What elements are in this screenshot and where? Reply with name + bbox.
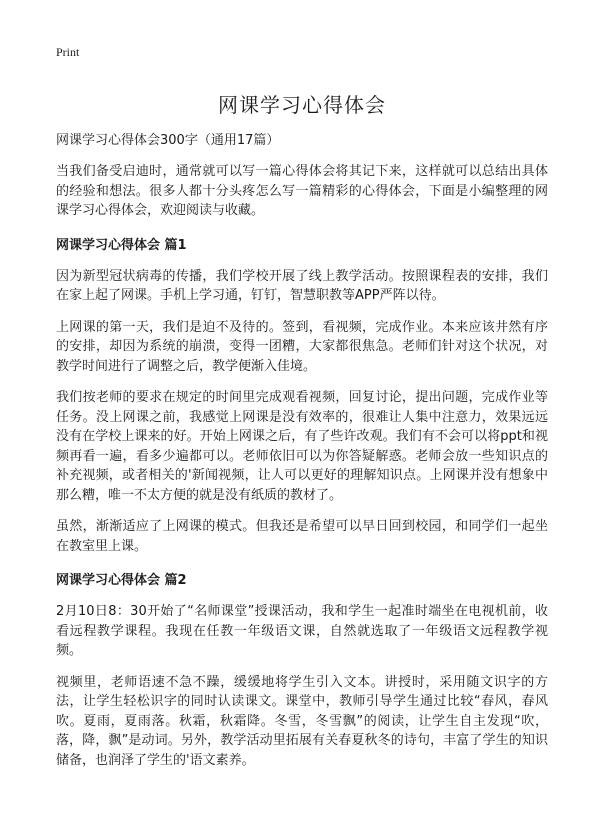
paragraph: 虽然，渐渐适应了上网课的模式。但我还是希望可以早日回到校园，和同学们一起坐在教室里上课。: [56, 519, 548, 554]
paragraph: 视频里，老师语速不急不躁，缓缓地将学生引入文本。讲授时，采用随文识字的方法，让学生轻松识字的同时认读课文。课堂中，教师引导学生通过比较“春风，春风吹。夏雨，夏雨落。秋霜，秋霜降。冬雪，冬雪飘”的阅读，让学生自主发现“吹，落，降，飘”是动词。另外，教学活动里拓展有关春夏秋冬的诗句，丰富了学生的知识储备，也润泽了学生的'语文素养。: [56, 674, 548, 768]
page-title: 网课学习心得体会: [218, 93, 386, 117]
section-heading-2: 网课学习心得体会 篇2: [56, 573, 187, 588]
paragraph: 2月10日8：30开始了“名师课堂”授课活动，我和学生一起准时端坐在电视机前，收看远程教学课程。我现在任教一年级语文课，自然就选取了一年级语文远程教学视频。: [56, 604, 548, 658]
section-heading-1: 网课学习心得体会 篇1: [56, 237, 187, 253]
paragraph: 我们按老师的要求在规定的时间里完成观看视频，回复讨论，提出问题，完成作业等任务。没上网课之前，我感觉上网课是没有效率的，很难让人集中注意力，效果远远没有在学校上课来的好。开始上网课之后，有了些许改观。我们有不会可以将ppt和视频再看一遍，看多少遍都可以。老师依旧可以为你答疑解惑。老师会放一些知识点的补充视频，或者相关的'新闻视频，让人可以更好的理解知识点。上网课并没有想象中那么糟，唯一不太方便的就是没有纸质的教材了。: [56, 390, 548, 503]
subtitle: 网课学习心得体会300字（通用17篇）: [56, 133, 280, 148]
paragraph: 上网课的第一天，我们是迫不及待的。签到，看视频，完成作业。本来应该井然有序的安排，却因为系统的崩溃，变得一团糟，大家都很焦急。老师们针对这个状况，对教学时间进行了调整之后，教学便渐入佳境。: [56, 319, 548, 374]
paragraph: 因为新型冠状病毒的传播，我们学校开展了线上教学活动。按照课程表的安排，我们在家上起了网课。手机上学习通，钉钉，智慧职教等APP严阵以待。: [56, 268, 548, 303]
print-link[interactable]: Print: [56, 45, 80, 59]
intro-paragraph: 当我们备受启迪时，通常就可以写一篇心得体会将其记下来，这样就可以总结出具体的经验和想法。很多人都十分头疼怎么写一篇精彩的心得体会，下面是小编整理的网课学习心得体会，欢迎阅读与收藏。: [56, 164, 548, 218]
